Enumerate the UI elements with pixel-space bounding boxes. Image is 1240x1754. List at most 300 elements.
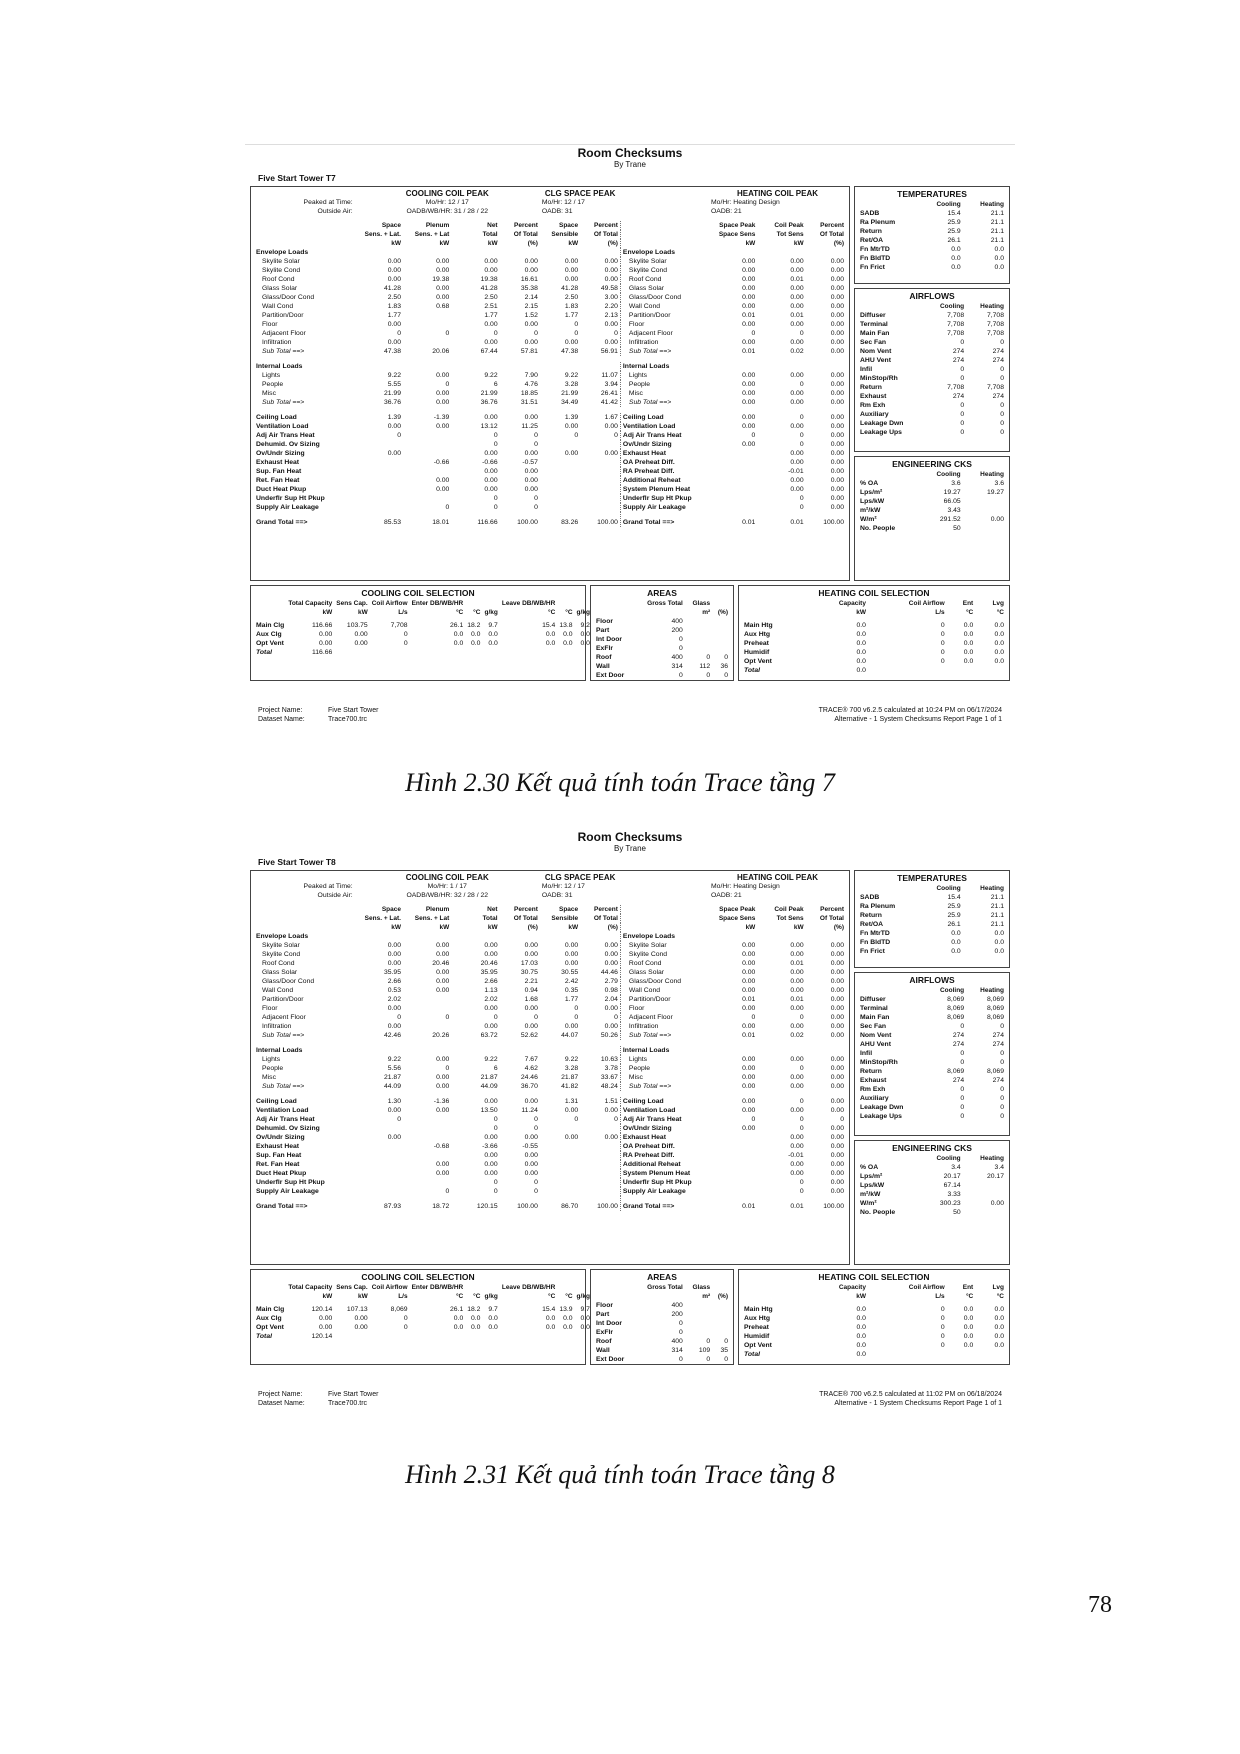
value-cell: 0.0 xyxy=(963,631,974,638)
area-row xyxy=(594,644,730,653)
value-cell: 0.00 xyxy=(742,294,756,301)
column-header: kW xyxy=(568,924,579,931)
value-cell: 7,708 xyxy=(947,384,965,391)
value-cell: 0.00 xyxy=(436,969,450,976)
unit-cell xyxy=(594,1292,635,1301)
row-label-heating: Wall Cond xyxy=(620,986,709,995)
value-cell: 50 xyxy=(953,525,961,532)
area-row xyxy=(594,1337,730,1346)
column-header: kW xyxy=(439,240,450,247)
row-label: Exhaust Heat xyxy=(256,1143,300,1150)
row-label: Leakage Dwn xyxy=(860,420,904,427)
value-cell: 0.00 xyxy=(790,459,804,466)
value-cell: 8,069 xyxy=(986,1068,1004,1075)
data-row xyxy=(858,218,1006,227)
value-cell: 0.0 xyxy=(580,631,590,638)
row-label-heating: Ventilation Load xyxy=(620,1106,709,1115)
value-cell: 83.26 xyxy=(561,519,579,526)
row-label: Ret/OA xyxy=(860,921,884,928)
value-cell: 0.00 xyxy=(830,486,844,493)
footer-right xyxy=(819,1390,1002,1408)
value-cell: 0.00 xyxy=(830,258,844,265)
value-cell: 0.00 xyxy=(484,477,498,484)
area-row xyxy=(594,1310,730,1319)
value-cell: 0 xyxy=(840,1116,844,1123)
row-label: Roof Cond xyxy=(262,960,295,967)
value-cell: 0.00 xyxy=(436,1074,450,1081)
value-cell xyxy=(712,626,730,635)
load-row xyxy=(254,1187,846,1196)
value-cell: 0.00 xyxy=(830,1032,844,1039)
value-cell: 0 xyxy=(534,504,538,511)
row-label: Terminal xyxy=(860,321,888,328)
value-cell xyxy=(709,1151,757,1160)
subtotal-row xyxy=(254,1082,846,1091)
value-cell: 33.67 xyxy=(600,1074,618,1081)
value-cell: 0.00 xyxy=(830,330,844,337)
value-cell xyxy=(370,648,410,657)
value-cell: 1.51 xyxy=(604,1098,618,1105)
row-label: Nom Vent xyxy=(860,348,892,355)
cell xyxy=(620,882,709,891)
value-cell: 0.68 xyxy=(436,303,450,310)
value-cell xyxy=(465,1332,482,1341)
row-label: Part xyxy=(596,627,610,634)
column-header: Sens. + Lat. xyxy=(364,915,401,922)
report-page-info: Alternative - 1 System Checksums Report Page 1 of 1 xyxy=(834,716,1002,723)
unit-cell: °C xyxy=(473,1293,481,1300)
value-cell: 400 xyxy=(671,1302,683,1309)
column-header: Total Capacity xyxy=(288,600,333,607)
report-frame xyxy=(250,186,1010,681)
value-cell: 0.00 xyxy=(790,978,804,985)
row-label: MinStop/Rh xyxy=(860,1059,898,1066)
value-cell xyxy=(963,524,1006,533)
column-header: Cooling xyxy=(936,471,961,478)
areas-title: AREAS xyxy=(647,588,677,598)
value-cell: 0.0 xyxy=(563,1324,573,1331)
cell xyxy=(620,230,709,239)
value-cell xyxy=(482,648,499,657)
value-cell: 0.00 xyxy=(830,1065,844,1072)
column-header-row xyxy=(254,230,846,239)
value-cell: 35.38 xyxy=(520,285,538,292)
areas-box xyxy=(590,1269,734,1365)
heating-row xyxy=(742,1314,1006,1323)
value-cell: 20.17 xyxy=(943,1173,961,1180)
row-label: Adjacent Floor xyxy=(262,1014,306,1021)
project-name-label: Project Name: xyxy=(258,707,303,714)
unit-cell: g/kg xyxy=(576,1293,590,1300)
value-cell: 0.00 xyxy=(830,960,844,967)
load-row xyxy=(254,413,846,422)
value-cell: 0 xyxy=(960,420,965,427)
value-cell: 25.9 xyxy=(947,228,961,235)
column-header xyxy=(465,599,482,608)
value-cell: 0 xyxy=(799,1014,804,1021)
load-row xyxy=(254,380,846,389)
data-row xyxy=(858,524,1006,533)
footer-left xyxy=(258,706,378,724)
load-row xyxy=(254,1097,846,1106)
value-cell: 0.0 xyxy=(963,640,974,647)
value-cell: 0 xyxy=(493,1116,498,1123)
airflows-box xyxy=(854,972,1010,1136)
value-cell xyxy=(963,1190,1006,1199)
value-cell xyxy=(806,362,846,371)
value-cell: 0 xyxy=(445,381,450,388)
value-cell: 0.0 xyxy=(994,1315,1004,1322)
value-cell: 57.81 xyxy=(520,348,538,355)
row-label-heating: Glass/Door Cond xyxy=(620,293,709,302)
value-cell: 0.00 xyxy=(564,276,579,283)
value-cell: 0.00 xyxy=(436,1056,450,1063)
column-header xyxy=(712,599,730,608)
value-cell: 0 xyxy=(493,441,498,448)
value-cell: 0 xyxy=(493,1014,498,1021)
value-cell: 2.02 xyxy=(387,996,401,1003)
value-cell: 20.06 xyxy=(432,348,450,355)
value-cell: 2.50 xyxy=(387,294,401,301)
value-cell xyxy=(540,1151,580,1160)
value-cell: 0.94 xyxy=(524,987,538,994)
row-label: Total xyxy=(256,1333,272,1340)
report-frame xyxy=(250,870,1010,1365)
value-cell: 0.00 xyxy=(354,1324,368,1331)
row-label-heating: Skylite Solar xyxy=(620,257,709,266)
value-cell: 2.21 xyxy=(524,978,538,985)
value-cell: 9.22 xyxy=(387,1056,401,1063)
data-row xyxy=(858,374,1006,383)
value-cell: 0.00 xyxy=(742,1056,756,1063)
value-cell: 9.7 xyxy=(488,622,498,629)
value-cell: 0.00 xyxy=(830,969,844,976)
heating-row xyxy=(742,1323,1006,1332)
value-cell: 35.95 xyxy=(480,969,498,976)
value-cell: 19.27 xyxy=(943,489,961,496)
value-cell: 0.00 xyxy=(742,978,756,985)
value-cell: 0.0 xyxy=(856,622,866,629)
value-cell: 66.05 xyxy=(943,498,961,505)
value-cell: 0 xyxy=(614,330,618,337)
value-cell: 0 xyxy=(960,1113,965,1120)
value-cell xyxy=(709,1142,757,1151)
data-row xyxy=(858,1163,1006,1172)
project-name-value: Five Start Tower xyxy=(328,1391,379,1398)
row-label: Ceiling Load xyxy=(256,1098,297,1105)
row-label: Roof xyxy=(596,654,612,661)
value-cell: 0.00 xyxy=(790,969,804,976)
value-cell: 0.00 xyxy=(319,631,333,638)
row-label-heating: Ov/Undr Sizing xyxy=(620,1124,709,1133)
load-row xyxy=(254,1151,846,1160)
value-cell: 0.00 xyxy=(790,1161,804,1168)
value-cell xyxy=(709,932,757,941)
load-row xyxy=(254,950,846,959)
value-cell: 0.00 xyxy=(830,339,844,346)
column-header: Glass xyxy=(692,600,711,607)
dataset-name-line xyxy=(258,715,378,724)
value-cell: 0.00 xyxy=(484,942,498,949)
row-label: Internal Loads xyxy=(256,1047,303,1054)
cooling-mohr: Mo/Hr: 1 / 17 xyxy=(427,883,467,890)
row-label: Ra Plenum xyxy=(860,219,896,226)
value-cell xyxy=(685,1319,712,1328)
column-header: Space xyxy=(558,222,579,229)
value-cell xyxy=(709,248,757,257)
subtotal-row xyxy=(254,347,846,356)
column-header: Of Total xyxy=(593,231,618,238)
value-cell: 100.00 xyxy=(517,519,538,526)
value-cell xyxy=(334,648,369,657)
value-cell: 7,708 xyxy=(947,312,965,319)
data-row xyxy=(858,1031,1006,1040)
load-table-box xyxy=(250,870,850,1265)
unit-cell: °C xyxy=(965,609,974,616)
value-cell: 0.00 xyxy=(524,1098,538,1105)
value-cell: 0 xyxy=(724,1356,728,1363)
row-label-heating: Envelope Loads xyxy=(620,248,709,257)
value-cell xyxy=(540,467,580,476)
row-label: Partition/Door xyxy=(262,312,304,319)
column-header: kW xyxy=(568,240,579,247)
value-cell: 0.00 xyxy=(742,321,756,328)
data-row xyxy=(858,1076,1006,1085)
value-cell: 116.66 xyxy=(311,622,333,629)
value-cell: 0.00 xyxy=(830,441,844,448)
row-label: Rm Exh xyxy=(860,402,886,409)
value-cell: 0.00 xyxy=(387,267,401,274)
value-cell: 0.0 xyxy=(563,1315,573,1322)
cell xyxy=(620,873,709,882)
value-cell: 26.1 xyxy=(450,1306,464,1313)
cell xyxy=(858,200,919,209)
value-cell: 0.00 xyxy=(742,987,756,994)
value-cell: 0.0 xyxy=(545,1315,556,1322)
data-row xyxy=(858,893,1006,902)
value-cell xyxy=(451,362,499,371)
data-row xyxy=(858,488,1006,497)
value-cell: 26.41 xyxy=(600,390,618,397)
heating-coil-peak-title: HEATING COIL PEAK xyxy=(736,873,819,882)
data-row xyxy=(858,365,1006,374)
column-header: Glass xyxy=(692,1284,711,1291)
value-cell: 11.24 xyxy=(521,1107,538,1114)
row-label: Fn Frict xyxy=(860,264,885,271)
column-header: Sens Cap. xyxy=(336,600,368,607)
value-cell: 0 xyxy=(493,432,498,439)
value-cell xyxy=(685,1310,712,1319)
row-label: Humidif xyxy=(744,649,770,656)
column-header: Heating xyxy=(980,987,1004,994)
value-cell xyxy=(540,248,580,257)
value-cell: 0.00 xyxy=(436,1107,450,1114)
value-cell: 0.00 xyxy=(436,423,450,430)
coil-row xyxy=(254,1323,592,1332)
data-row xyxy=(858,1208,1006,1217)
row-label-heating: People xyxy=(620,380,709,389)
value-cell: 0.00 xyxy=(790,390,804,397)
value-cell: 8,069 xyxy=(986,996,1004,1003)
heating-coil-selection-title: HEATING COIL SELECTION xyxy=(818,588,930,598)
unit-cell: kW xyxy=(322,609,333,616)
data-row xyxy=(858,329,1006,338)
value-cell: 0.00 xyxy=(354,1315,368,1322)
value-cell xyxy=(451,1046,499,1055)
value-cell: 0.0 xyxy=(545,640,556,647)
heating-coil-selection-box xyxy=(738,585,1010,681)
value-cell: 0 xyxy=(799,1116,804,1123)
column-header: Total xyxy=(482,231,498,238)
row-label-heating: Misc xyxy=(620,1073,709,1082)
value-cell: 0.00 xyxy=(604,339,618,346)
airflows-box-title: AIRFLOWS xyxy=(909,291,955,301)
value-cell: 3.78 xyxy=(604,1065,618,1072)
value-cell: 13.50 xyxy=(480,1107,498,1114)
report-floor-7 xyxy=(250,146,1010,723)
row-label-heating: OA Preheat Diff. xyxy=(620,458,709,467)
value-cell: 0 xyxy=(403,640,408,647)
value-cell: 41.42 xyxy=(600,399,618,406)
value-cell: 0 xyxy=(403,631,408,638)
value-cell: 9.22 xyxy=(387,372,401,379)
value-cell: 2.13 xyxy=(604,312,618,319)
column-header: kW xyxy=(745,924,756,931)
value-cell: 0.00 xyxy=(790,303,804,310)
airflows-box-title: AIRFLOWS xyxy=(909,975,955,985)
value-cell: 15.4 xyxy=(947,894,961,901)
value-cell: 0 xyxy=(397,1014,401,1021)
load-row xyxy=(254,1106,846,1115)
value-cell: 15.4 xyxy=(542,622,556,629)
value-cell: 0.00 xyxy=(524,1170,538,1177)
engineering-cks-box-title: ENGINEERING CKS xyxy=(892,1143,972,1153)
area-row xyxy=(594,1328,730,1337)
column-header: Capacity xyxy=(838,600,866,607)
row-label-heating: Glass Solar xyxy=(620,968,709,977)
value-cell: 2.66 xyxy=(387,978,401,985)
value-cell: 52.62 xyxy=(520,1032,538,1039)
value-cell: 0 xyxy=(960,366,965,373)
row-label: Wall Cond xyxy=(262,303,294,310)
load-row xyxy=(254,1055,846,1064)
value-cell: 0.00 xyxy=(990,516,1004,523)
value-cell: 0 xyxy=(493,330,498,337)
value-cell: 0.00 xyxy=(790,1134,804,1141)
value-cell: 21.1 xyxy=(990,921,1004,928)
value-cell: 0 xyxy=(751,1014,756,1021)
load-row xyxy=(254,338,846,347)
unit-cell: g/kg xyxy=(576,609,590,616)
value-cell: 0.00 xyxy=(742,1107,756,1114)
row-label: Exhaust xyxy=(860,393,887,400)
value-cell: 0.01 xyxy=(790,519,804,526)
header-row xyxy=(594,1283,730,1292)
temperatures-box-title: TEMPERATURES xyxy=(897,873,967,883)
row-label: Glass/Door Cond xyxy=(262,978,315,985)
value-cell: 0.00 xyxy=(742,1125,756,1132)
value-cell: 0.00 xyxy=(790,987,804,994)
value-cell: 0.01 xyxy=(790,960,804,967)
value-cell: 9.2 xyxy=(580,622,590,629)
value-cell xyxy=(500,362,540,371)
value-cell: 7,708 xyxy=(947,321,965,328)
load-row xyxy=(254,266,846,275)
row-label: Exhaust Heat xyxy=(256,459,300,466)
row-label-heating: Envelope Loads xyxy=(620,932,709,941)
value-cell: 0 xyxy=(445,1065,450,1072)
column-header: Heating xyxy=(980,201,1004,208)
load-row xyxy=(254,284,846,293)
value-cell: 0.00 xyxy=(604,450,618,457)
row-label: Sec Fan xyxy=(860,339,887,346)
value-cell: 0.0 xyxy=(951,264,961,271)
area-row xyxy=(594,1301,730,1310)
value-cell: 112 xyxy=(699,663,711,670)
value-cell: 0.00 xyxy=(436,258,450,265)
value-cell: 50.26 xyxy=(600,1032,618,1039)
value-cell xyxy=(580,476,620,485)
row-label-heating: Misc xyxy=(620,389,709,398)
value-cell xyxy=(757,932,805,941)
value-cell xyxy=(355,1169,403,1178)
row-label: Ventilation Load xyxy=(256,423,309,430)
row-label-heating: Infiltration xyxy=(620,338,709,347)
row-label: SADB xyxy=(860,210,880,217)
row-label: Partition/Door xyxy=(262,996,304,1003)
row-label: Int Door xyxy=(596,1320,623,1327)
value-cell: 0.00 xyxy=(790,339,804,346)
column-header xyxy=(712,1283,730,1292)
column-header: Space xyxy=(558,906,579,913)
value-cell xyxy=(580,467,620,476)
value-cell: 0.00 xyxy=(830,1134,844,1141)
value-cell xyxy=(712,644,730,653)
column-header: Total xyxy=(482,915,498,922)
value-cell: 26.1 xyxy=(450,622,464,629)
column-header: Space xyxy=(381,222,401,229)
value-cell: 0.0 xyxy=(856,1342,866,1349)
areas-table xyxy=(594,1283,730,1364)
value-cell: 3.4 xyxy=(951,1164,961,1171)
value-cell xyxy=(540,1160,580,1169)
heating-row xyxy=(742,639,1006,648)
row-label-heating: Grand Total ==> xyxy=(620,512,709,527)
load-row xyxy=(254,1169,846,1178)
row-label: W/m² xyxy=(860,1200,877,1207)
value-cell: 0 xyxy=(574,330,579,337)
column-header: Sens. + Lat. xyxy=(364,231,401,238)
value-cell: 0.0 xyxy=(563,640,573,647)
value-cell xyxy=(355,440,403,449)
value-cell: 0.00 xyxy=(830,423,844,430)
row-label-heating: Grand Total ==> xyxy=(620,1196,709,1211)
value-cell: 0.00 xyxy=(387,339,401,346)
value-cell: 10.63 xyxy=(600,1056,618,1063)
value-cell: 0.0 xyxy=(994,264,1004,271)
row-label-heating: Roof Cond xyxy=(620,275,709,284)
value-cell: 274 xyxy=(992,1077,1004,1084)
value-cell xyxy=(540,458,580,467)
load-row xyxy=(254,1073,846,1082)
unit-cell: °C xyxy=(548,1293,556,1300)
value-cell: 2.15 xyxy=(524,303,538,310)
value-cell xyxy=(465,648,482,657)
outside-air-row xyxy=(254,891,846,900)
column-header: Total Capacity xyxy=(288,1284,333,1291)
value-cell xyxy=(355,362,403,371)
value-cell: 0 xyxy=(1000,1095,1004,1102)
